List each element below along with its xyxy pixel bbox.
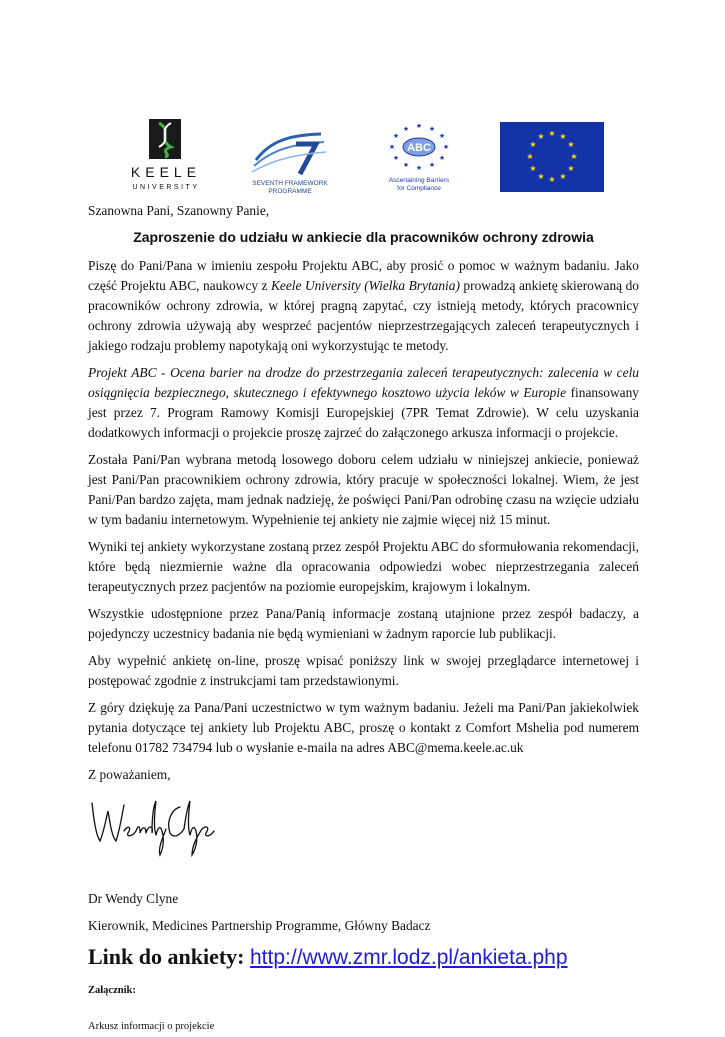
svg-text:★: ★ [548,129,556,138]
svg-text:★: ★ [567,164,575,173]
paragraph-intro-text-b: prowadzą ankietę skierowaną do pracowników ochrony zdrowia, w której pragną zapytać, czy istnieją metody, których pracownicy ochrony zdrowia używają aby wesprzeć pacjentów nieprzestrzegających zaleceń terapeutycznych i jakiego rodzaju problemy napotykają oni wykorzystując te metody. [88,278,639,353]
paragraph-contact: Z góry dziękuję za Pana/Pani uczestnictwo w tym ważnym badaniu. Jeżeli ma Pani/Pan jakiekolwiek pytania dotyczące tej ankiety lub Projektu ABC, proszę o kontakt z Comfort Mshelia pod numerem telefonu 01782 734794 lub o wysłanie e-maila na adres ABC@mema.keele.ac.uk [88,700,639,755]
attachment-title: Załącznik: [88,985,136,996]
abc-project-logo [376,120,462,198]
abc-caption-line1: Ascertaining Barriers [388,177,450,184]
signature-image [88,791,218,861]
seventh-framework-programme-logo [246,130,334,196]
attachment-item: Arkusz informacji o projekcie [88,1021,215,1032]
survey-link-line [88,942,639,973]
abc-mark: ABC [407,142,431,154]
eu-flag-logo [500,122,604,192]
logo-bar [0,112,725,195]
svg-text:★: ★ [392,154,400,162]
svg-text:★: ★ [402,161,410,169]
signer-name: Dr Wendy Clyne [88,891,179,906]
signer-role: Kierownik, Medicines Partnership Programme, Główny Badacz [88,918,431,933]
svg-text:★: ★ [567,140,575,149]
svg-text:★: ★ [428,161,436,169]
paragraph-results: Wyniki tej ankiety wykorzystane zostaną przez zespół Projektu ABC do sformułowania rekomendacji, które będą niezmiernie ważne dla opracowania odpowiedzi wobec nieprzestrzegania zaleceń terapeutycznych przez pacjentów na poziomie europejskim, krajowym i lokalnym. [88,539,639,594]
paragraph-intro-text-a: Piszę do Pani/Pana w imieniu zespołu Projektu ABC, aby prosić o pomoc w ważnym badaniu. Jako część Projektu ABC, naukowcy z [88,258,639,293]
svg-text:★: ★ [442,143,450,151]
closing: Z poważaniem, [88,767,171,782]
paragraph-selection: Została Pani/Pan wybrana metodą losowego doboru celem udziału w niniejszej ankiecie, ponieważ jest Pani/Pan pracownikiem ochrony zdrowia, który pracuje w społeczności lokalnej. Wiem, że jest Pani/Pan bardzo zajęta, mam jednak nadzieję, że poświęci Pani/Pan odrobinę czasu na wzięcie udziału w tym badaniu internetowym. Wypełnienie tej ankiety nie zajmie więcej niż 15 minut. [88,452,639,527]
svg-text:★: ★ [438,132,446,140]
keele-university-logo [118,117,214,193]
svg-text:★: ★ [529,164,537,173]
paragraph-intro-italic: Keele University (Wielka Brytania) [270,278,460,293]
keele-wordmark: KEELE [130,164,202,180]
svg-text:★: ★ [428,125,436,133]
project-title-italic: Projekt ABC - Ocena barier na drodze do przestrzegania zaleceń terapeutycznych: zalecenia w celu osiągnięcia bezpiecznego, skutecznego i efektywnego kosztowo użycia leków w Europie [88,365,639,400]
svg-text:★: ★ [392,132,400,140]
svg-text:★: ★ [548,175,556,184]
fp7-text-line2: PROGRAMME [268,188,312,195]
svg-text:★: ★ [537,172,545,181]
svg-text:★: ★ [438,154,446,162]
svg-text:★: ★ [388,143,396,151]
svg-text:★: ★ [529,140,537,149]
paragraph-project-text: finansowany jest przez 7. Program Ramowy Komisji Europejskiej (7PR Temat Zdrowie). W celu uzyskania dodatkowych informacji o projekcie proszę zajrzeć do załączonego arkusza informacji o projekcie. [88,385,639,440]
survey-link-label: Link do ankiety: [88,944,250,969]
paragraph-intro [88,256,639,356]
salutation: Szanowna Pani, Szanowny Panie, [88,203,270,218]
svg-text:★: ★ [537,132,545,141]
paragraph-instructions: Aby wypełnić ankietę on-line, proszę wpisać poniższy link w swojej przeglądarce internetowej i postępować zgodnie z instrukcjami tam przedstawionymi. [88,653,639,688]
paragraph-project [88,363,639,443]
svg-text:★: ★ [415,122,423,130]
abc-caption-line2: for Compliance [397,185,441,192]
svg-text:★: ★ [559,132,567,141]
university-wordmark: UNIVERSITY [132,184,200,191]
svg-text:★: ★ [570,152,578,161]
paragraph-confidentiality: Wszystkie udostępnione przez Pana/Panią informacje zostaną utajnione przez zespół badaczy, a pojedynczy uczestnicy badania nie będą wymieniani w żadnym raporcie lub publikacji. [88,606,639,641]
svg-text:★: ★ [415,164,423,172]
letter-heading: Zaproszenie do udziału w ankiecie dla pracowników ochrony zdrowia [133,229,594,245]
svg-text:★: ★ [402,125,410,133]
svg-text:★: ★ [559,172,567,181]
fp7-text-line1: SEVENTH FRAMEWORK [252,180,328,187]
survey-link[interactable]: http://www.zmr.lodz.pl/ankieta.php [250,946,568,969]
svg-text:★: ★ [526,152,534,161]
letter-body [88,201,639,1037]
